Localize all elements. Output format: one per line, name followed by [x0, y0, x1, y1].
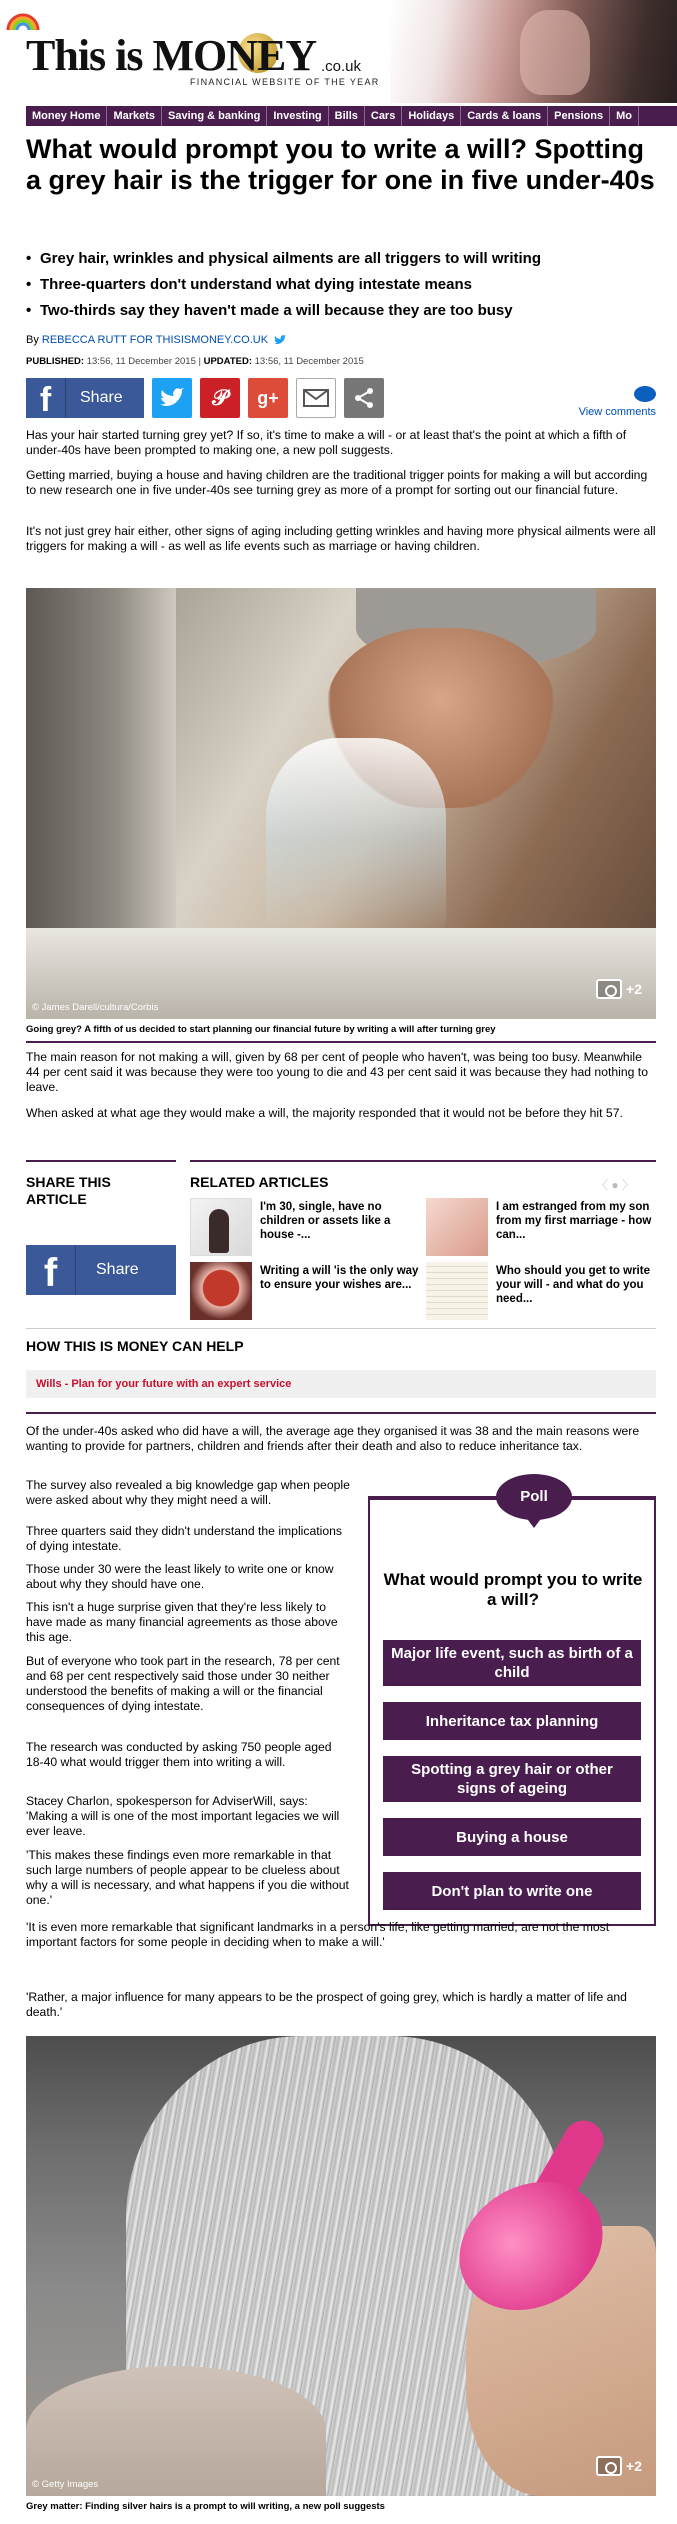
- published-label: PUBLISHED:: [26, 356, 85, 367]
- article-paragraph: 'It is even more remarkable that significant landmarks in a person's life, like getting married, are not the most important factors for some people in deciding when to make a will.': [26, 1920, 610, 1949]
- photo-caption: Grey matter: Finding silver hairs is a prompt to will writing, a new poll suggests: [26, 2501, 385, 2512]
- help-heading: HOW THIS IS MONEY CAN HELP: [26, 1338, 244, 1354]
- publish-info: PUBLISHED: 13:56, 11 December 2015 | UPDATED: 13:56, 11 December 2015: [26, 356, 364, 367]
- twitter-share-button[interactable]: [152, 378, 192, 418]
- pinterest-icon: 𝒫: [212, 385, 228, 410]
- photo-credit: © James Darell/cultura/Corbis: [32, 1002, 159, 1013]
- pinterest-share-button[interactable]: [200, 378, 240, 418]
- related-article-title[interactable]: Who should you get to write your will - and what do you need...: [496, 1265, 650, 1305]
- published-date: 13:56, 11 December 2015: [86, 356, 196, 367]
- chevron-left-icon[interactable]: 〈: [596, 1178, 609, 1192]
- facebook-share-label: Share: [96, 1261, 139, 1278]
- site-tagline: FINANCIAL WEBSITE OF THE YEAR: [190, 77, 380, 87]
- googleplus-icon: g+: [257, 387, 279, 408]
- twitter-bird-icon[interactable]: [274, 335, 286, 345]
- article-paragraph: The survey also revealed a big knowledge gap when people were asked about why they might need a will.: [26, 1478, 350, 1507]
- updated-date: 13:56, 11 December 2015: [254, 356, 364, 367]
- article-photo-brushing-hair[interactable]: [26, 2036, 656, 2496]
- article-paragraph: The main reason for not making a will, given by 68 per cent of people who haven't, was being too busy. Meanwhile 44 per cent said it was because they were too young to die and 43 per cent said it was because they had nothing to leave.: [26, 1050, 648, 1094]
- nav-pensions[interactable]: Pensions: [548, 106, 610, 126]
- facebook-share-label: Share: [80, 389, 123, 406]
- rainbow-icon: [6, 8, 40, 30]
- related-article-title[interactable]: I am estranged from my son from my first marriage - how can...: [496, 1201, 652, 1241]
- comment-bubble-icon: [634, 386, 656, 402]
- more-share-button[interactable]: [344, 378, 384, 418]
- help-link-box[interactable]: [26, 1370, 656, 1398]
- article-summary-bullets: [26, 246, 656, 324]
- summary-bullet: • Three-quarters don't understand what dying intestate means: [26, 272, 656, 298]
- related-article-item[interactable]: [190, 1262, 420, 1324]
- divider: [26, 1160, 176, 1162]
- article-paragraph: When asked at what age they would make a will, the majority responded that it would not be before they hit 57.: [26, 1106, 623, 1120]
- email-share-button[interactable]: [296, 378, 336, 418]
- article-paragraph: It's not just grey hair either, other signs of aging including getting wrinkles and having more physical ailments were all triggers for making a will - as well as life events such as marriage or having children.: [26, 524, 656, 553]
- photo-caption: Going grey? A fifth of us decided to start planning our financial future by writing a will after turning grey: [26, 1019, 656, 1043]
- article-paragraph: 'This makes these findings even more remarkable in that such large numbers of people appear to be clueless about why a will is necessary, and what happens if you die without one.': [26, 1848, 349, 1907]
- comments-widget[interactable]: [579, 386, 656, 418]
- article-paragraph: The research was conducted by asking 750 people aged 18-40 what would trigger them into writing a will.: [26, 1740, 332, 1769]
- carousel-dot-icon[interactable]: ●: [611, 1178, 619, 1192]
- share-bar: [26, 378, 656, 418]
- divider: [26, 1412, 656, 1414]
- facebook-share-button[interactable]: [26, 378, 144, 418]
- related-thumb: [190, 1198, 252, 1256]
- nav-more[interactable]: Mo: [610, 106, 639, 126]
- nav-money-home[interactable]: Money Home: [26, 106, 107, 126]
- facebook-icon: f: [26, 378, 66, 418]
- masthead: [0, 0, 677, 103]
- nav-saving-banking[interactable]: Saving & banking: [162, 106, 267, 126]
- email-icon: [303, 389, 329, 407]
- nav-bills[interactable]: Bills: [329, 106, 365, 126]
- article-paragraph: Has your hair started turning grey yet? If so, it's time to make a will - or at least that's the point at which a fifth of under-40s have been prompted to making one, a new poll suggests.: [26, 428, 627, 457]
- googleplus-share-button[interactable]: [248, 378, 288, 418]
- poll-question: What would prompt you to write a will?: [383, 1570, 643, 1609]
- photo-water-splash: [266, 738, 446, 938]
- photo-credit: © Getty Images: [32, 2479, 99, 2490]
- main-nav: [26, 106, 677, 126]
- site-logo[interactable]: This is MONEY: [26, 31, 317, 80]
- summary-bullet: • Two-thirds say they haven't made a will because they are too busy: [26, 298, 656, 324]
- related-article-item[interactable]: [190, 1198, 420, 1260]
- related-articles-heading: RELATED ARTICLES: [190, 1174, 329, 1190]
- article-paragraph: Getting married, buying a house and having children are the traditional trigger points for making a will but according to new research one in five under-40s see turning grey as more of a prompt for sorting out our financial future.: [26, 468, 648, 497]
- site-logo-domain: .co.uk: [321, 58, 362, 75]
- article-paragraph: Three quarters said they didn't understand the implications of dying intestate.: [26, 1524, 342, 1553]
- article-paragraph: Stacey Charlon, spokesperson for AdviserWill, says: 'Making a will is one of the most important legacies we will ever leave.: [26, 1794, 340, 1838]
- nav-markets[interactable]: Markets: [107, 106, 162, 126]
- divider: [26, 1328, 656, 1329]
- related-article-item[interactable]: [426, 1262, 656, 1324]
- photo-back-area: [26, 2366, 326, 2496]
- updated-label: UPDATED:: [203, 356, 252, 367]
- header-banner-photo: [390, 0, 677, 103]
- poll-option-grey-hair[interactable]: Spotting a grey hair or other signs of ageing: [383, 1756, 641, 1802]
- twitter-icon: [160, 388, 184, 408]
- nav-cars[interactable]: Cars: [365, 106, 402, 126]
- view-comments-link[interactable]: View comments: [578, 406, 656, 418]
- article-photo-washing-face[interactable]: [26, 588, 656, 1019]
- nav-investing[interactable]: Investing: [267, 106, 328, 126]
- related-article-title[interactable]: I'm 30, single, have no children or assets like a house -...: [260, 1201, 391, 1241]
- author-link[interactable]: REBECCA RUTT FOR THISISMONEY.CO.UK: [41, 334, 269, 346]
- photo-gallery-button[interactable]: [596, 979, 642, 999]
- poll-badge-tail: [525, 1516, 543, 1528]
- article-paragraph: This isn't a huge surprise given that they're less likely to have made as many financial agreements as those above this age.: [26, 1600, 338, 1644]
- poll-option-life-event[interactable]: Major life event, such as birth of a child: [383, 1640, 641, 1686]
- related-article-item[interactable]: [426, 1198, 656, 1260]
- gallery-count: +2: [626, 2458, 642, 2474]
- related-thumb: [190, 1262, 252, 1320]
- related-article-title[interactable]: Writing a will 'is the only way to ensure your wishes are...: [260, 1265, 419, 1291]
- photo-gallery-button[interactable]: [596, 2456, 642, 2476]
- article-headline: What would prompt you to write a will? Spotting a grey hair is the trigger for one in five under-40s: [26, 134, 655, 195]
- byline: [26, 334, 656, 346]
- camera-icon: [596, 2456, 622, 2476]
- camera-icon: [596, 979, 622, 999]
- related-carousel-nav: [596, 1176, 634, 1193]
- poll-option-buying-house[interactable]: Buying a house: [383, 1818, 641, 1856]
- wills-service-link[interactable]: Wills - Plan for your future with an expert service: [36, 1378, 292, 1390]
- gallery-count: +2: [626, 981, 642, 997]
- poll-option-inheritance-tax[interactable]: Inheritance tax planning: [383, 1702, 641, 1740]
- divider: [190, 1160, 656, 1162]
- chevron-right-icon[interactable]: 〉: [621, 1178, 634, 1192]
- article-paragraph: 'Rather, a major influence for many appears to be the prospect of going grey, which is hardly a matter of life and death.': [26, 1990, 627, 2019]
- article-paragraph: But of everyone who took part in the research, 78 per cent and 68 per cent respectively said those under 30 neither understood the benefits of making a will or the financial consequences of dying intestate.: [26, 1654, 340, 1713]
- share-icon: [352, 386, 376, 410]
- related-thumb: [426, 1198, 488, 1256]
- facebook-icon: f: [26, 1245, 76, 1295]
- summary-bullet: • Grey hair, wrinkles and physical ailments are all triggers to will writing: [26, 246, 656, 272]
- share-article-heading: SHARE THIS ARTICLE: [26, 1174, 111, 1207]
- article-paragraph: Of the under-40s asked who did have a will, the average age they organised it was 38 and the main reasons were wanting to provide for partners, children and friends after their death and also to reduce inheritance tax.: [26, 1424, 640, 1453]
- facebook-share-large-button[interactable]: [26, 1245, 176, 1295]
- nav-holidays[interactable]: Holidays: [402, 106, 461, 126]
- nav-cards-loans[interactable]: Cards & loans: [461, 106, 548, 126]
- related-thumb: [426, 1262, 488, 1320]
- poll-option-no-plan[interactable]: Don't plan to write one: [383, 1872, 641, 1910]
- article-paragraph: Those under 30 were the least likely to write one or know about why they should have one.: [26, 1562, 334, 1591]
- poll-badge: Poll: [496, 1474, 572, 1520]
- byline-prefix: By: [26, 334, 39, 346]
